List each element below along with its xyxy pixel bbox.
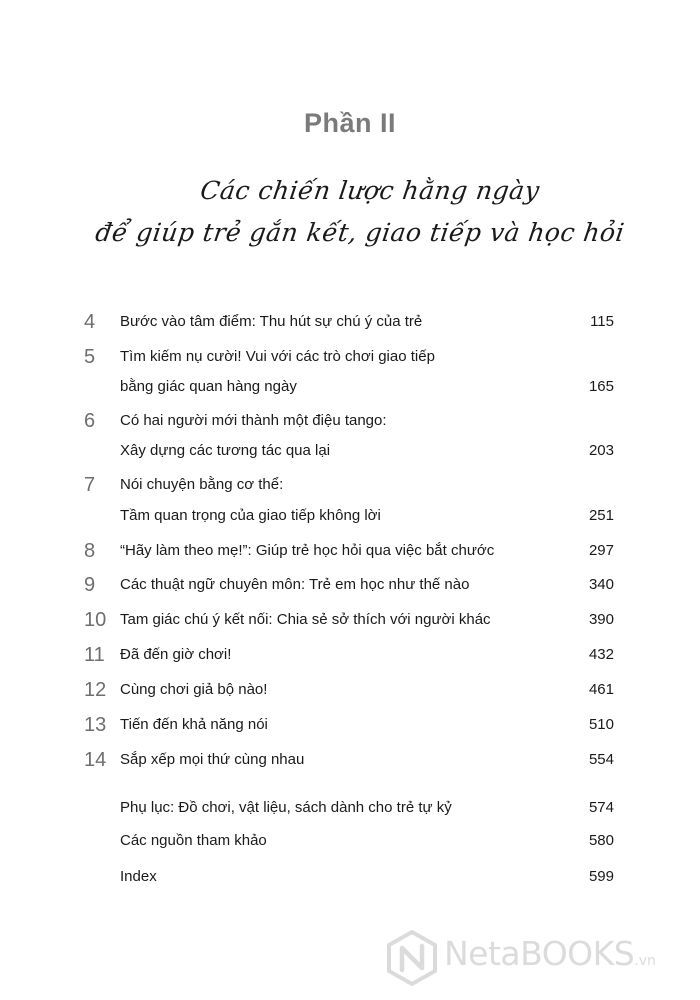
toc-title: Cùng chơi giả bộ nào! <box>120 681 268 698</box>
toc-entry-8 <box>0 536 700 566</box>
toc-number: 12 <box>84 679 107 701</box>
toc-page: 340 <box>588 576 614 593</box>
toc-title: Tam giác chú ý kết nối: Chia sẻ sở thích với người khác <box>120 611 491 628</box>
netabooks-logo-icon <box>386 930 438 986</box>
toc-title: Tìm kiếm nụ cười! Vui với các trò chơi giao tiếp <box>120 348 435 365</box>
toc-entry-10 <box>0 605 700 635</box>
references-entry <box>0 826 700 856</box>
toc-title: “Hãy làm theo mẹ!”: Giúp trẻ học hỏi qua việc bắt chước <box>120 542 495 559</box>
toc-number: 11 <box>84 644 105 666</box>
toc-title-cont: bằng giác quan hàng ngày <box>120 378 297 395</box>
toc-number: 9 <box>84 574 96 596</box>
watermark-domain: .vn <box>634 953 656 969</box>
toc-title-cont: Tầm quan trọng của giao tiếp không lời <box>120 507 381 524</box>
toc-entry-11 <box>0 640 700 670</box>
toc-page: 461 <box>588 681 614 698</box>
watermark <box>386 928 686 988</box>
toc-entry-6-cont <box>0 436 700 466</box>
toc-title: Đã đến giờ chơi! <box>120 646 232 663</box>
toc-page: 251 <box>588 507 614 524</box>
subtitle-line-1: Các chiến lược hằng ngày <box>198 176 542 205</box>
toc-title: Sắp xếp mọi thứ cùng nhau <box>120 751 305 768</box>
toc-entry-14 <box>0 745 700 775</box>
toc-number: 8 <box>84 540 96 562</box>
toc-title: Tiến đến khả năng nói <box>120 716 268 733</box>
toc-entry-13 <box>0 710 700 740</box>
toc-page: 165 <box>588 378 614 395</box>
toc-number: 7 <box>84 474 96 496</box>
toc-entry-7 <box>0 470 700 500</box>
index-title: Index <box>120 868 157 885</box>
toc-number: 4 <box>84 311 96 333</box>
toc-title: Nói chuyện bằng cơ thể: <box>120 476 284 493</box>
toc-entry-5 <box>0 342 700 372</box>
toc-page: 580 <box>588 832 614 849</box>
toc-number: 6 <box>84 410 96 432</box>
appendix-title: Phụ lục: Đồ chơi, vật liệu, sách dành cho trẻ tự kỷ <box>120 799 452 816</box>
toc-title: Có hai người mới thành một điệu tango: <box>120 412 387 429</box>
toc-page: 432 <box>588 646 614 663</box>
toc-number: 10 <box>84 609 107 631</box>
part-title: Phần II <box>303 108 396 138</box>
toc-number: 13 <box>84 714 107 736</box>
toc-title-cont: Xây dựng các tương tác qua lại <box>120 442 331 459</box>
toc-entry-6 <box>0 406 700 436</box>
toc-entry-9 <box>0 570 700 600</box>
appendix-entry <box>0 793 700 823</box>
toc-title: Các thuật ngữ chuyên môn: Trẻ em học như thế nào <box>120 576 470 593</box>
toc-page: 390 <box>588 611 614 628</box>
watermark-brand: NetaBOOKS.vn <box>444 934 656 973</box>
toc-page: 574 <box>588 799 614 816</box>
toc-entry-4 <box>0 307 700 337</box>
toc-page: 599 <box>588 868 614 885</box>
toc-title: Bước vào tâm điểm: Thu hút sự chú ý của trẻ <box>120 313 423 330</box>
references-title: Các nguồn tham khảo <box>120 832 267 849</box>
toc-number: 14 <box>84 749 107 771</box>
toc-page: 297 <box>588 542 614 559</box>
toc-entry-12 <box>0 675 700 705</box>
index-entry <box>0 862 700 892</box>
toc-entry-7-cont <box>0 501 700 531</box>
toc-page: 115 <box>590 313 614 330</box>
toc-page: 203 <box>588 442 614 459</box>
toc-page: 554 <box>588 751 614 768</box>
toc-entry-5-cont <box>0 372 700 402</box>
toc-number: 5 <box>84 346 96 368</box>
subtitle-line-2: để giúp trẻ gắn kết, giao tiếp và học hỏi <box>93 218 627 247</box>
toc-page: 510 <box>588 716 614 733</box>
